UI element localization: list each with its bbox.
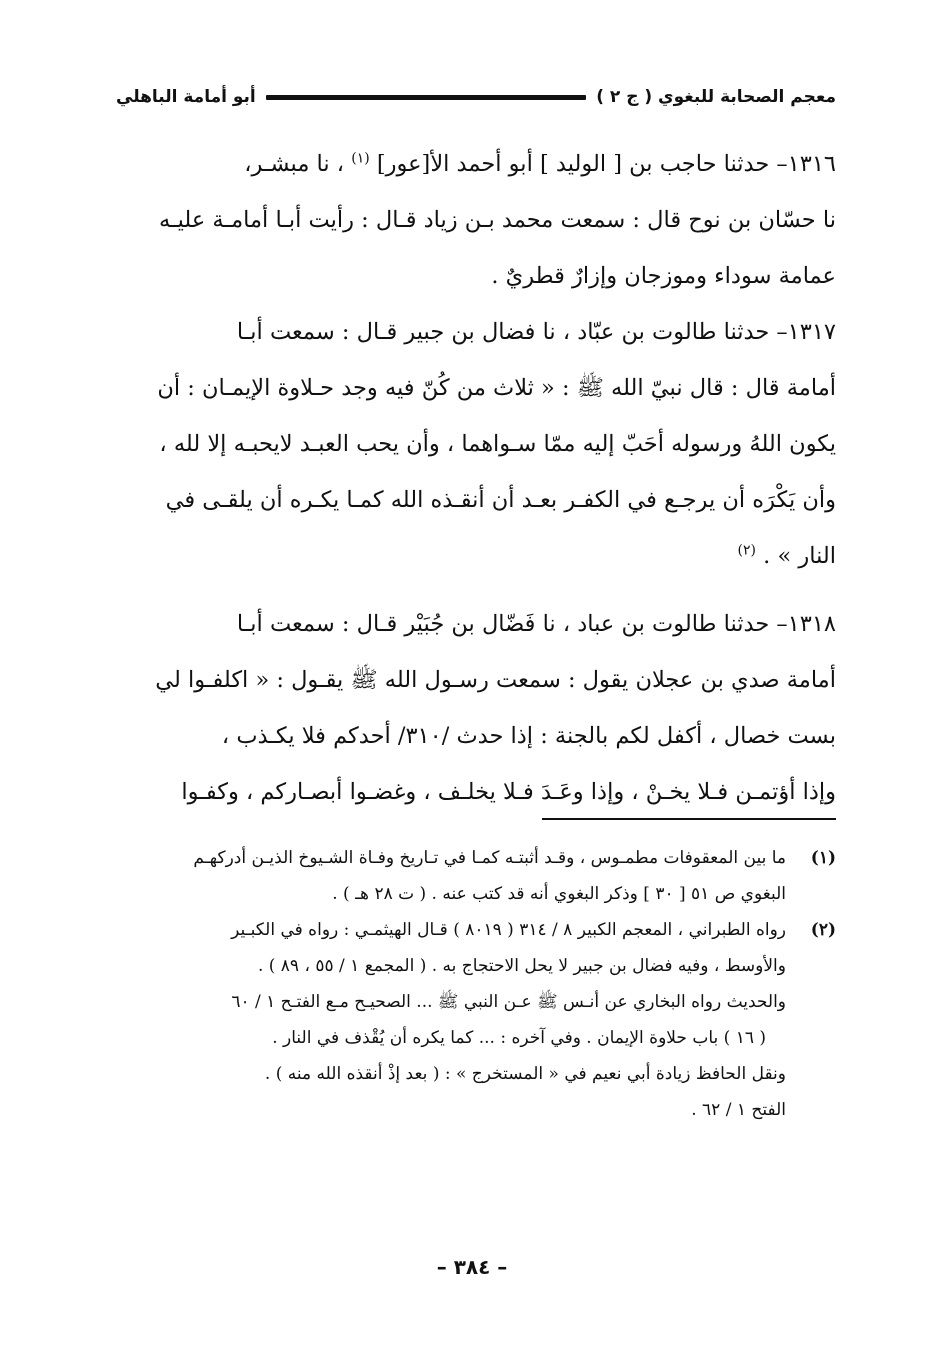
footnote-line: الفتح ١ / ٦٢ . bbox=[691, 1100, 786, 1120]
footnote-line: رواه الطبراني ، المعجم الكبير ٨ / ٣١٤ ( ٨٠١٩ ) قـال الهيثمـي : رواه في الكبـير bbox=[231, 920, 786, 940]
text-line: يكون اللهُ ورسوله أحَبّ إليه ممّا سـواهما ، وأن يحب العبـد لايحبـه إلا لله ، bbox=[159, 431, 836, 457]
text-line: نا حسّان بن نوح قال : سمعت محمد بـن زياد قـال : رأيت أبـا أمامـة عليـه bbox=[158, 207, 836, 233]
footnote-body bbox=[110, 912, 786, 1128]
footnote-body bbox=[110, 840, 786, 912]
hadith-1318 bbox=[108, 596, 836, 820]
footnote-line: ( ١٦ ) باب حلاوة الإيمان . وفي آخره : ... كما يكره أن يُقْذف في النار . bbox=[272, 1028, 766, 1048]
text-line: ، نا مبشـر، bbox=[244, 151, 345, 177]
footnote-separator bbox=[542, 818, 836, 820]
main-text bbox=[108, 136, 836, 820]
footnote-line: البغوي ص ٥١ [ ٣٠ ] وذكر البغوي أنه قد كتب عنه . ( ت ٢٨ هـ ) . bbox=[332, 884, 786, 904]
footnote-line: ما بين المعقوفات مطمـوس ، وقـد أثبتـه كمـا في تـاريخ وفـاة الشـيوخ الذيـن أدركهـم bbox=[193, 848, 786, 868]
text-line: عمامة سوداء وموزجان وإزارٌ قطريٌ . bbox=[491, 263, 836, 289]
hadith-1317 bbox=[108, 304, 836, 584]
text-line: أمامة صدي بن عجلان يقول : سمعت رسـول الله ﷺ يقـول : « اكلفـوا لي bbox=[155, 667, 836, 693]
text-line: ١٣١٧– حدثنا طالوت بن عبّاد ، نا فضال بن جبير قـال : سمعت أبـا bbox=[236, 319, 836, 345]
footnotes bbox=[110, 840, 836, 1128]
running-header bbox=[116, 82, 836, 112]
text-line: ١٣١٨– حدثنا طالوت بن عباد ، نا فَضّال بن جُبَيْر قـال : سمعت أبـا bbox=[236, 611, 836, 637]
hadith-1316 bbox=[108, 136, 836, 304]
page-number: – ٣٨٤ – bbox=[436, 1255, 508, 1279]
footnote-2 bbox=[110, 912, 836, 1128]
footnote-number: (١) bbox=[810, 848, 836, 868]
footnote-number: (٢) bbox=[810, 920, 836, 940]
text-line: أمامة قال : قال نبيّ الله ﷺ : « ثلاث من كُنّ فيه وجد حـلاوة الإيمـان : أن bbox=[157, 375, 836, 401]
header-section-title: أبو أمامة الباهلي bbox=[116, 87, 256, 107]
footnote-1 bbox=[110, 840, 836, 912]
header-rule bbox=[266, 95, 586, 100]
footnote-line: والحديث رواه البخاري عن أنـس ﷺ عـن النبي ﷺ ... الصحيـح مـع الفتـح ١ / ٦٠ bbox=[231, 992, 786, 1012]
text-line: وأن يَكْرَه أن يرجـع في الكفـر بعـد أن أنقـذه الله كمـا يكـره أن يلقـى في bbox=[165, 487, 836, 513]
text-line: وإذا أؤتمـن فـلا يخـنْ ، وإذا وعَـدَ فـلا يخلـف ، وغضـوا أبصـاركم ، وكفـوا bbox=[181, 779, 836, 805]
footnote-ref: (١) bbox=[351, 150, 370, 167]
footnote-line: والأوسط ، وفيه فضال بن جبير لا يحل الاحتجاج به . ( المجمع ١ / ٥٥ ، ٨٩ ) . bbox=[257, 956, 786, 976]
footnote-line: ونقل الحافظ زيادة أبي نعيم في « المستخرج » : ( بعد إذْ أنقذه الله منه ) . bbox=[264, 1064, 786, 1084]
header-book-title: معجم الصحابة للبغوي ( ج ٢ ) bbox=[596, 87, 836, 107]
text-line: بست خصال ، أكفل لكم بالجنة : إذا حدث /٣١٠/ أحدكم فلا يكـذب ، bbox=[221, 723, 836, 749]
text-line: النار » . bbox=[763, 543, 836, 569]
footnote-ref: (٢) bbox=[737, 542, 756, 559]
text-line: ١٣١٦– حدثنا حاجب بن [ الوليد ] أبو أحمد الأ[عور] bbox=[376, 151, 836, 177]
